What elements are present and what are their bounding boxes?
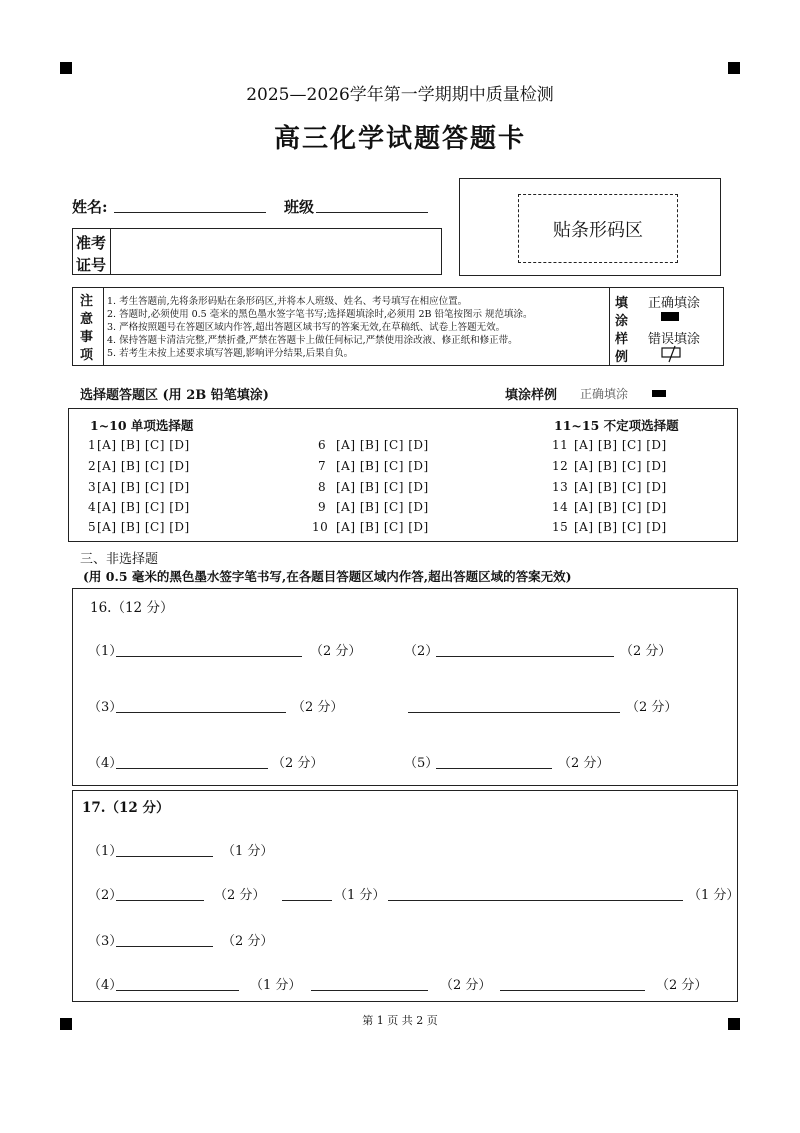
question-number: 8: [318, 480, 327, 494]
group1-title: 1~10 单项选择题: [90, 418, 194, 433]
answer-options[interactable]: [A] [B] [C] [D]: [97, 500, 190, 514]
fill-side-1: 填: [615, 296, 629, 311]
sample-correct-mark: [652, 390, 666, 397]
question-number: 7: [318, 459, 327, 473]
answer-options[interactable]: [A] [B] [C] [D]: [574, 459, 667, 473]
question-number: 2: [88, 459, 97, 473]
name-input-line[interactable]: [114, 212, 266, 213]
q17-points-2b: （1 分）: [334, 888, 386, 903]
answer-options[interactable]: [A] [B] [C] [D]: [336, 459, 429, 473]
q16-points-3: （2 分）: [292, 700, 344, 715]
fill-side-4: 例: [615, 350, 629, 365]
non-choice-heading: 三、非选择题: [80, 552, 159, 567]
question-number: 10: [312, 520, 329, 534]
notice-item-2: 2. 答题时,必须使用 0.5 毫米的黑色墨水签字笔书写;选择题填涂时,必须用 2B 铅笔按图示 规范填涂。: [107, 309, 533, 320]
q17-points-2c: （1 分）: [688, 888, 740, 903]
page-number: 第 1 页 共 2 页: [362, 1014, 438, 1027]
q17-blank-1[interactable]: [116, 856, 213, 857]
q16-label-3: （3）: [88, 700, 123, 715]
exam-id-label-1: 准考: [76, 234, 107, 252]
q17-label-3: （3）: [88, 934, 123, 949]
wrong-fill-sample-icon: [660, 344, 684, 364]
question-number: 3: [88, 480, 97, 494]
notice-item-3: 3. 严格按照题号在答题区域内作答,超出答题区域书写的答案无效,在草稿纸、试卷上答题无效。: [107, 322, 506, 333]
q17-blank-4c[interactable]: [500, 990, 645, 991]
barcode-label: 贴条形码区: [553, 220, 643, 241]
notice-side-2: 意: [80, 312, 94, 327]
question-number: 11: [552, 438, 569, 452]
q17-points-4a: （1 分）: [250, 978, 302, 993]
q16-blank-3[interactable]: [116, 712, 286, 713]
choice-section-title: 选择题答题区 (用 2B 铅笔填涂): [80, 388, 269, 403]
exam-id-divider: [110, 228, 111, 275]
answer-options[interactable]: [A] [B] [C] [D]: [97, 480, 190, 494]
q16-blank-4[interactable]: [116, 768, 268, 769]
fill-side-2: 涂: [615, 314, 629, 329]
q16-blank-1[interactable]: [116, 656, 302, 657]
answer-options[interactable]: [A] [B] [C] [D]: [574, 438, 667, 452]
q17-label-4: （4）: [88, 978, 123, 993]
q16-points-3b: （2 分）: [626, 700, 678, 715]
q16-label-1: （1）: [88, 644, 123, 659]
page-title: 高三化学试题答题卡: [273, 124, 526, 154]
answer-options[interactable]: [A] [B] [C] [D]: [97, 438, 190, 452]
notice-correct-label: 正确填涂: [648, 296, 701, 311]
q16-blank-5[interactable]: [436, 768, 552, 769]
name-label: 姓名:: [72, 198, 108, 216]
q17-points-4c: （2 分）: [656, 978, 708, 993]
q16-blank-2[interactable]: [436, 656, 614, 657]
notice-wrong-label: 错误填涂: [648, 332, 701, 347]
q16-title: 16.（12 分）: [90, 600, 174, 616]
q17-points-3: （2 分）: [222, 934, 274, 949]
q17-label-2: （2）: [88, 888, 123, 903]
q17-blank-2c[interactable]: [388, 900, 683, 901]
q17-blank-3[interactable]: [116, 946, 213, 947]
q16-label-2: （2）: [404, 644, 439, 659]
notice-divider-right: [609, 287, 610, 366]
notice-side-1: 注: [80, 294, 94, 309]
class-label: 班级: [284, 198, 315, 216]
fill-side-3: 样: [615, 332, 629, 347]
q16-points-5: （2 分）: [558, 756, 610, 771]
exam-id-label-2: 证号: [76, 256, 107, 274]
sample-label: 填涂样例: [505, 388, 558, 403]
q17-label-1: （1）: [88, 844, 123, 859]
q16-label-4: （4）: [88, 756, 123, 771]
notice-item-5: 5. 若考生未按上述要求填写答题,影响评分结果,后果自负。: [107, 348, 354, 359]
corner-mark-top-left: [60, 62, 72, 74]
notice-item-1: 1. 考生答题前,先将条形码贴在条形码区,并将本人班级、姓名、考号填写在相应位置。: [107, 296, 468, 307]
notice-side-3: 事: [80, 330, 94, 345]
q17-title: 17.（12 分）: [82, 800, 170, 816]
q16-points-4: （2 分）: [272, 756, 324, 771]
answer-options[interactable]: [A] [B] [C] [D]: [97, 459, 190, 473]
question-number: 5: [88, 520, 97, 534]
question-number: 9: [318, 500, 327, 514]
notice-divider-left: [103, 287, 104, 366]
q17-blank-4a[interactable]: [116, 990, 239, 991]
answer-options[interactable]: [A] [B] [C] [D]: [574, 500, 667, 514]
question-number: 12: [552, 459, 569, 473]
q17-blank-2b[interactable]: [282, 900, 332, 901]
answer-options[interactable]: [A] [B] [C] [D]: [97, 520, 190, 534]
sample-correct-label: 正确填涂: [580, 387, 629, 401]
answer-options[interactable]: [A] [B] [C] [D]: [336, 500, 429, 514]
q17-points-4b: （2 分）: [440, 978, 492, 993]
question-number: 15: [552, 520, 569, 534]
corner-mark-top-right: [728, 62, 740, 74]
answer-options[interactable]: [A] [B] [C] [D]: [336, 520, 429, 534]
group2-title: 11~15 不定项选择题: [554, 418, 679, 433]
non-choice-instruction: (用 0.5 毫米的黑色墨水签字笔书写,在各题目答题区域内作答,超出答题区域的答案无效): [83, 569, 572, 584]
q17-points-2a: （2 分）: [214, 888, 266, 903]
question-number: 13: [552, 480, 569, 494]
question-number: 4: [88, 500, 97, 514]
answer-options[interactable]: [A] [B] [C] [D]: [574, 520, 667, 534]
exam-id-input[interactable]: [112, 230, 440, 273]
q17-blank-4b[interactable]: [311, 990, 428, 991]
q17-blank-2a[interactable]: [116, 900, 204, 901]
correct-fill-sample: [661, 312, 679, 321]
notice-side-4: 项: [80, 348, 94, 363]
question-number: 6: [318, 438, 327, 452]
question-number: 1: [88, 438, 97, 452]
answer-options[interactable]: [A] [B] [C] [D]: [336, 438, 429, 452]
question-number: 14: [552, 500, 569, 514]
exam-subtitle: 2025—2026学年第一学期期中质量检测: [246, 85, 554, 105]
q17-points-1: （1 分）: [222, 844, 274, 859]
q16-blank-3b[interactable]: [408, 712, 620, 713]
q17-box: [72, 790, 738, 1002]
q16-label-5: （5）: [404, 756, 439, 771]
notice-item-4: 4. 保持答题卡清洁完整,严禁折叠,严禁在答题卡上做任何标记,严禁使用涂改液、修正纸和修正带。: [107, 335, 518, 346]
q16-points-2: （2 分）: [620, 644, 672, 659]
answer-options[interactable]: [A] [B] [C] [D]: [574, 480, 667, 494]
answer-options[interactable]: [A] [B] [C] [D]: [336, 480, 429, 494]
class-input-line[interactable]: [316, 212, 428, 213]
q16-points-1: （2 分）: [310, 644, 362, 659]
